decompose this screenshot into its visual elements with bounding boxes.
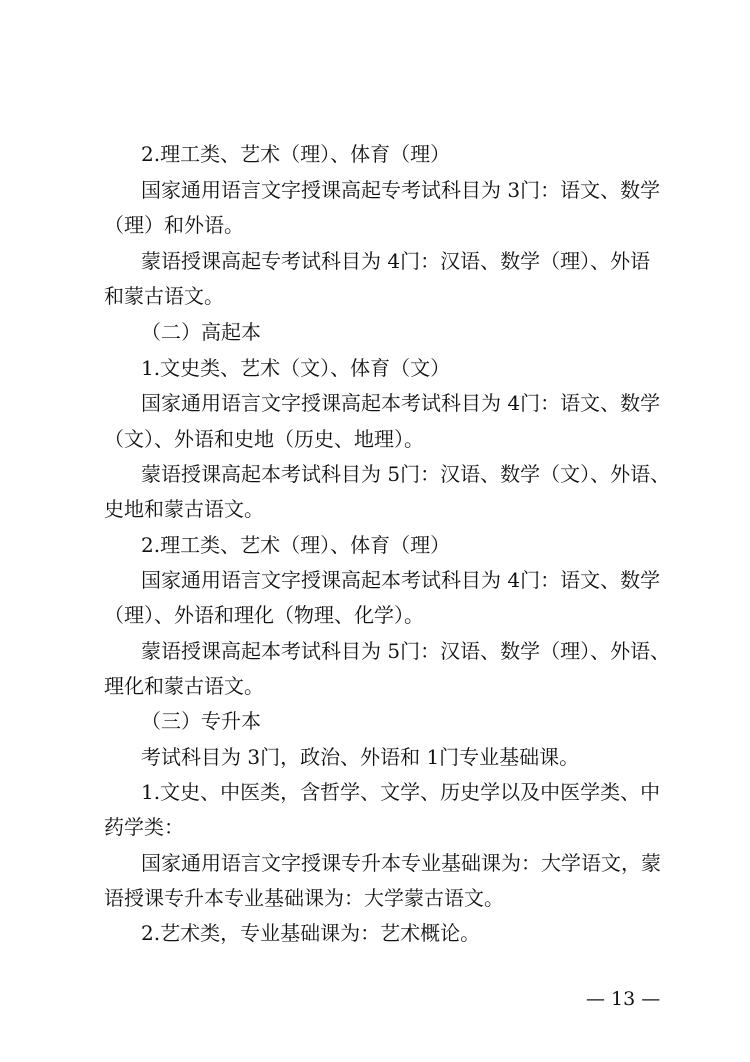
text-line: （文）、外语和史地（历史、地理）。 — [104, 427, 424, 451]
text-line: 2.艺术类，专业基础课为：艺术概论。 — [141, 921, 481, 945]
text-line: （理）和外语。 — [104, 213, 244, 237]
text-line: 理化和蒙古语文。 — [104, 674, 264, 698]
text-line: 史地和蒙古语文。 — [104, 497, 264, 521]
text-line: 和蒙古语文。 — [104, 284, 224, 308]
text-line: 蒙语授课高起本考试科目为 5门：汉语、数学（理）、外语、 — [141, 639, 671, 663]
text-line: 药学类： — [104, 815, 184, 839]
text-line: 蒙语授课高起本考试科目为 5门：汉语、数学（文）、外语、 — [141, 462, 671, 486]
text-line: 国家通用语言文字授课高起专考试科目为 3门：语文、数学 — [141, 178, 661, 202]
text-line: 2.理工类、艺术（理）、体育（理） — [141, 533, 451, 557]
text-line: 1.文史类、艺术（文）、体育（文） — [141, 356, 451, 380]
text-line: （理）、外语和理化（物理、化学）。 — [104, 603, 424, 627]
text-line: 国家通用语言文字授课高起本考试科目为 4门：语文、数学 — [141, 391, 661, 415]
text-line: 2.理工类、艺术（理）、体育（理） — [141, 142, 451, 166]
text-line: 国家通用语言文字授课专升本专业基础课为：大学语文，蒙 — [141, 851, 661, 875]
page-number: — 13 — — [586, 988, 661, 1010]
text-line: 蒙语授课高起专考试科目为 4门：汉语、数学（理）、外语 — [141, 249, 651, 273]
section-heading: （二）高起本 — [141, 320, 261, 344]
text-line: 国家通用语言文字授课高起本考试科目为 4门：语文、数学 — [141, 568, 661, 592]
text-line: 语授课专升本专业基础课为：大学蒙古语文。 — [104, 886, 504, 910]
section-heading: （三）专升本 — [141, 709, 261, 733]
text-line: 考试科目为 3门，政治、外语和 1门专业基础课。 — [141, 745, 580, 769]
text-line: 1.文史、中医类，含哲学、文学、历史学以及中医学类、中 — [141, 780, 661, 804]
